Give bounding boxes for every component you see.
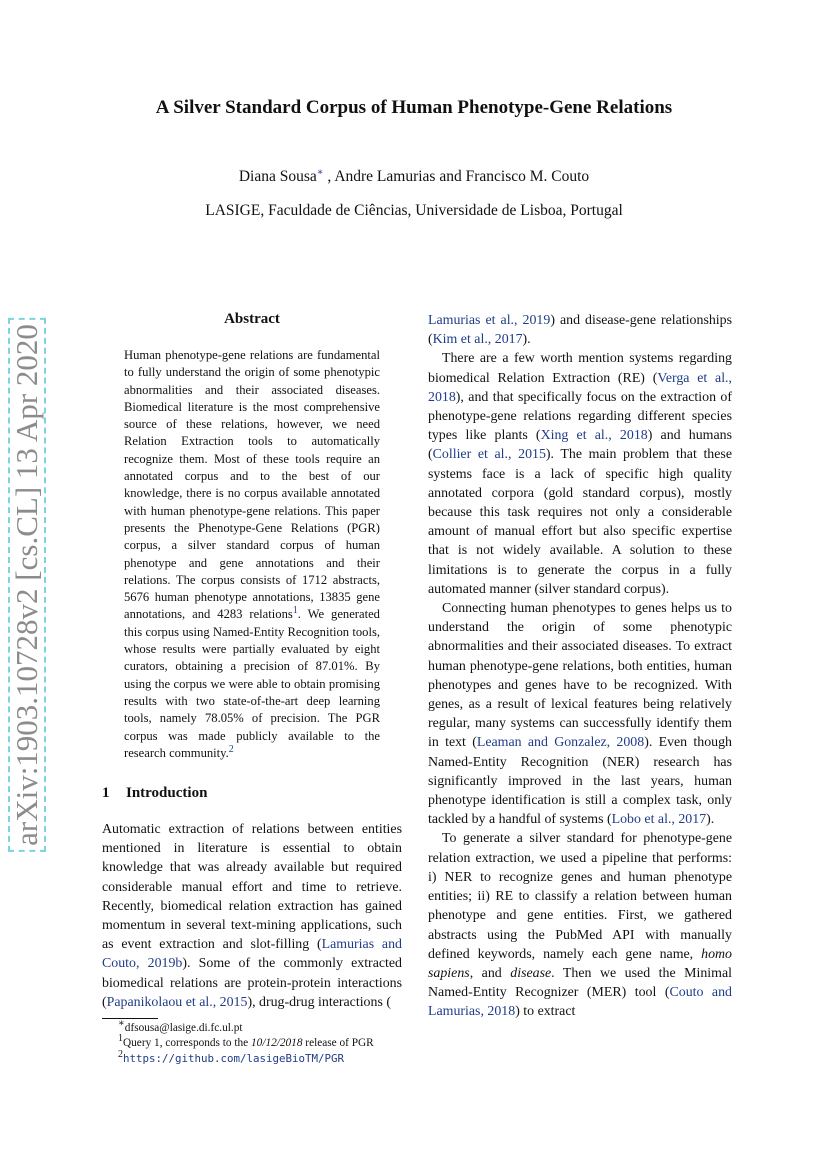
- footnote-ref-2[interactable]: 2: [228, 743, 234, 755]
- intro-right-column: [428, 311, 732, 1022]
- author-list: [0, 168, 828, 186]
- citation-link[interactable]: Lamurias et al., 2019: [428, 313, 551, 328]
- arxiv-stamp: [6, 324, 48, 846]
- abstract-body: [124, 347, 380, 762]
- affiliation: LASIGE, Faculdade de Ciências, Universidade de Lisboa, Portugal: [205, 202, 623, 219]
- citation-link[interactable]: Collier et al., 2015: [432, 447, 546, 463]
- footnote-2: 2https://github.com/lasigeBioTM/PGR: [118, 1049, 345, 1065]
- citation-link[interactable]: Leaman and Gonzalez, 2008: [476, 735, 645, 751]
- abstract-text-b: . We generated this corpus using Named-Entity Recognition tools, whose results were partially evaluated by eight curators, obtaining a precision of 87.01%. By using the corpus we were able to obtain promising results with two state-of-the-art deep learning tools, namely 78.05% of precision. The PGR corpus was made publicly available to the research community.: [124, 607, 380, 760]
- arxiv-id: arXiv:1903.10728v2 [cs.CL] 13 Apr 2020: [8, 318, 46, 852]
- intro-paragraph-2: There are a few worth mention systems regarding biomedical Relation Extraction (RE) (Verga et al., 2018), and that specifically focus on the extraction of phenotype-gene relations regarding different species types like plants (Xing et al., 2018) and humans (Collier et al., 2015). The main problem that these systems face is a lack of specific high quality annotated corpora (gold standard corpus), mostly because this task requires not only a considerable amount of manual effort but also specific expertise that is not widely available. A solution to these limitations is to generate the corpus in a fully automated manner (silver standard corpus).: [428, 351, 733, 597]
- citation-link[interactable]: Lobo et al., 2017: [611, 812, 707, 828]
- section-number: 1: [102, 785, 110, 801]
- intro-paragraph-4: To generate a silver standard for phenotype-gene relation extraction, we used a pipeline that performs: i) NER to recognize genes and human phenotype entities; ii) RE to classify a relation between human phenotype and gene entities. First, we gathered abstracts using the PubMed API with manually defined keywords, namely each gene name, homo sapiens, and disease. Then we used the Minimal Named-Entity Recognizer (MER) tool (Couto and Lamurias, 2018) to extract: [428, 831, 732, 1020]
- citation-link[interactable]: Papanikolaou et al., 2015: [106, 994, 248, 1010]
- author-first: Diana Sousa: [238, 168, 317, 185]
- citation-link[interactable]: Lamurias and Couto, 2019b: [102, 937, 402, 972]
- github-url-link[interactable]: https://github.com/lasigeBioTM/PGR: [123, 1052, 345, 1065]
- section-heading-introduction: [102, 785, 207, 802]
- footnote-1: 1Query 1, corresponds to the 10/12/2018 release of PGR: [118, 1033, 374, 1049]
- intro-paragraph-3: Connecting human phenotypes to genes helps us to understand the origin of some phenotypic abnormalities and their associated diseases. To extract human phenotype-gene relations, both entities, human phenotypes and genes have to be recognized. With genes, as a result of lexical features being relatively regular, many systems can successfully identify them in text (Leaman and Gonzalez, 2008). Even though Named-Entity Recognition (NER) research has significantly improved in the last years, human phenotype identification is still a complex task, only tackled by a handful of systems (Lobo et al., 2017).: [428, 601, 733, 828]
- author-rest: , Andre Lamurias and Francisco M. Couto: [323, 168, 590, 185]
- footnote-ref-1[interactable]: 1: [292, 605, 298, 617]
- paper-title: A Silver Standard Corpus of Human Phenotype-Gene Relations: [155, 97, 673, 118]
- footnote-rule: [102, 1018, 158, 1019]
- abstract-text-a: Human phenotype-gene relations are fundamental to fully understand the origin of some phenotypic abnormalities and their associated diseases. Biomedical literature is the most comprehensive source of these relations, however, we need Relation Extraction tools to automatically recognize them. Most of these tools require an annotated corpus and to the best of our knowledge, there is no corpus available annotated with human phenotype-gene relations. This paper presents the Phenotype-Gene Relations (PGR) corpus, a silver standard corpus of human phenotype and gene annotations and their relations. The corpus consists of 1712 abstracts, 5676 human phenotype annotations, 13835 gene annotations, and 4283 relations: [124, 348, 380, 622]
- intro-left-column: [102, 820, 402, 1012]
- intro-paragraph-1: Automatic extraction of relations between entities mentioned in literature is essential to obtain knowledge that was already available but required considerable manual effort and time to retrieve. Recently, biomedical relation extraction has gained momentum in several text-mining applications, such as event extraction and slot-filling (Lamurias and Couto, 2019b). Some of the commonly extracted biomedical relations are protein-protein interactions (Papanikolaou et al., 2015), drug-drug interactions (: [102, 822, 402, 1010]
- footnote-email: ∗dfsousa@lasige.di.fc.ul.pt: [118, 1018, 243, 1034]
- citation-link[interactable]: Verga et al., 2018: [428, 370, 732, 405]
- intro-paragraph-1-cont: Lamurias et al., 2019) and disease-gene relationships (Kim et al., 2017).: [428, 313, 733, 348]
- citation-link[interactable]: Xing et al., 2018: [540, 428, 648, 444]
- section-title: Introduction: [126, 785, 208, 801]
- author-footnote-mark[interactable]: ∗: [316, 166, 324, 178]
- citation-link[interactable]: Couto and Lamurias, 2018: [428, 985, 732, 1020]
- citation-link[interactable]: Kim et al., 2017: [432, 332, 523, 348]
- abstract-heading: Abstract: [224, 311, 280, 327]
